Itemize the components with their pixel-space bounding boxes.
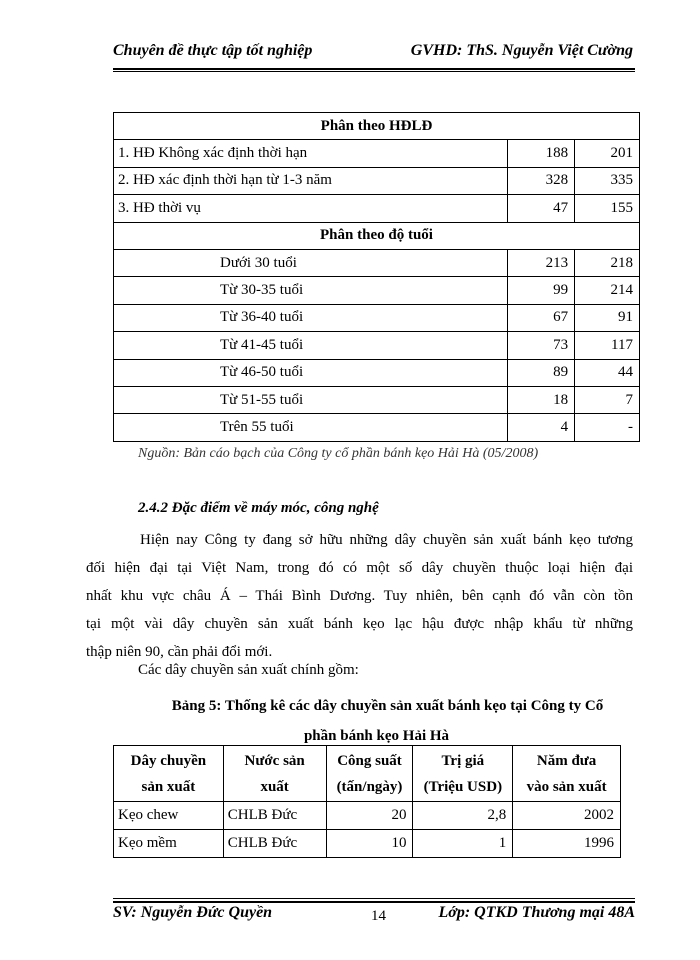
header-rule-thin	[113, 71, 635, 72]
value-cell: 117	[575, 332, 640, 359]
row-label: Từ 30-35 tuổi	[114, 277, 508, 304]
page-footer	[113, 904, 635, 928]
column-header-line: Năm đưa	[536, 752, 597, 769]
table-row	[114, 140, 640, 167]
value-cell: 44	[575, 359, 640, 386]
table-row	[114, 359, 640, 386]
column-header-line: Trị giá	[441, 752, 485, 769]
column-header	[413, 746, 513, 802]
table-cell: Kẹo mềm	[114, 830, 224, 858]
table-cell: 2,8	[413, 802, 513, 830]
table-cell: 1996	[513, 830, 621, 858]
row-label: Từ 41-45 tuổi	[114, 332, 508, 359]
table-cell: 10	[326, 830, 413, 858]
footer-rule	[113, 901, 635, 903]
table-source-note: Nguồn: Bản cáo bạch của Công ty cổ phần bánh kẹo Hải Hà (05/2008)	[138, 446, 539, 461]
body-paragraph	[86, 526, 633, 666]
value-cell: -	[575, 414, 640, 441]
table-row	[114, 249, 640, 276]
value-cell: 7	[575, 386, 640, 413]
value-cell: 73	[508, 332, 575, 359]
value-cell: 91	[575, 304, 640, 331]
row-label: Từ 46-50 tuổi	[114, 359, 508, 386]
column-header-line: sản xuất	[141, 778, 196, 795]
table-row	[114, 195, 640, 222]
value-cell: 4	[508, 414, 575, 441]
table-row	[114, 414, 640, 441]
section-header: Phân theo độ tuổi	[114, 222, 640, 249]
column-header-line: (Triệu USD)	[423, 778, 503, 795]
section-header-row	[114, 222, 640, 249]
value-cell: 155	[575, 195, 640, 222]
column-header-line: Công suất	[337, 752, 402, 769]
footer-class: Lớp: QTKD Thương mại 48A	[438, 904, 635, 921]
column-header	[513, 746, 621, 802]
column-header	[114, 746, 224, 802]
section-title: 2.4.2 Đặc điểm về máy móc, công nghệ	[138, 500, 379, 516]
value-cell: 89	[508, 359, 575, 386]
value-cell: 47	[508, 195, 575, 222]
row-label: Dưới 30 tuổi	[114, 249, 508, 276]
value-cell: 18	[508, 386, 575, 413]
table-row	[114, 830, 621, 858]
production-lines-table	[113, 745, 621, 858]
section-header-row	[114, 113, 640, 140]
value-cell: 99	[508, 277, 575, 304]
page-header	[113, 38, 633, 68]
paragraph-line: tại một vài dây chuyền sản xuất bánh kẹo lạc hậu được nhập khẩu từ những	[86, 616, 633, 632]
row-label: 2. HĐ xác định thời hạn từ 1-3 năm	[114, 167, 508, 194]
value-cell: 213	[508, 249, 575, 276]
table-row	[114, 167, 640, 194]
table-cell: Kẹo chew	[114, 802, 224, 830]
table-row	[114, 802, 621, 830]
column-header-line: Nước sản	[244, 752, 305, 769]
table-cell: CHLB Đức	[223, 802, 326, 830]
table-cell: 20	[326, 802, 413, 830]
labor-table	[113, 112, 640, 442]
value-cell: 218	[575, 249, 640, 276]
row-label: Từ 36-40 tuổi	[114, 304, 508, 331]
value-cell: 201	[575, 140, 640, 167]
row-label: 1. HĐ Không xác định thời hạn	[114, 140, 508, 167]
footer-rule-thin	[113, 898, 635, 899]
table-caption-line: Bảng 5: Thống kê các dây chuyền sản xuất bánh kẹo tại Công ty Cổ	[171, 698, 604, 714]
table-caption-line: phần bánh kẹo Hải Hà	[303, 728, 450, 744]
paragraph-line: Hiện nay Công ty đang sở hữu những dây chuyền sản xuất bánh kẹo tương	[140, 532, 633, 548]
column-header	[223, 746, 326, 802]
value-cell: 335	[575, 167, 640, 194]
value-cell: 188	[508, 140, 575, 167]
column-header-line: xuất	[260, 778, 289, 795]
header-rule	[113, 68, 635, 70]
table-row	[114, 304, 640, 331]
table-cell: CHLB Đức	[223, 830, 326, 858]
page-number: 14	[371, 908, 386, 924]
table-row	[114, 277, 640, 304]
table-cell: 1	[413, 830, 513, 858]
value-cell: 214	[575, 277, 640, 304]
header-title: Chuyên đề thực tập tốt nghiệp	[113, 42, 313, 59]
column-header-line: Dây chuyền	[130, 752, 207, 769]
table-row	[114, 332, 640, 359]
paragraph-line: thập niên 90, cần phải đổi mới.	[86, 644, 273, 660]
row-label: Trên 55 tuổi	[114, 414, 508, 441]
paragraph-line: đối hiện đại tại Việt Nam, trong đó có một số dây chuyền thuộc loại hiện đại	[86, 560, 633, 576]
row-label: 3. HĐ thời vụ	[114, 195, 508, 222]
value-cell: 67	[508, 304, 575, 331]
table-caption	[113, 691, 640, 751]
row-label: Từ 51-55 tuổi	[114, 386, 508, 413]
value-cell: 328	[508, 167, 575, 194]
column-header-line: (tấn/ngày)	[336, 778, 403, 795]
paragraph-line: nhất khu vực châu Á – Thái Bình Dương. Tuy nhiên, bên cạnh đó vẫn còn tồn	[86, 588, 633, 604]
list-intro: Các dây chuyền sản xuất chính gồm:	[138, 662, 359, 678]
header-row	[114, 746, 621, 802]
table-row	[114, 386, 640, 413]
column-header-line: vào sản xuất	[526, 778, 607, 795]
header-supervisor: GVHD: ThS. Nguyễn Việt Cường	[410, 42, 633, 59]
column-header	[326, 746, 413, 802]
section-header: Phân theo HĐLĐ	[114, 113, 640, 140]
table-cell: 2002	[513, 802, 621, 830]
footer-student: SV: Nguyễn Đức Quyền	[113, 904, 273, 921]
